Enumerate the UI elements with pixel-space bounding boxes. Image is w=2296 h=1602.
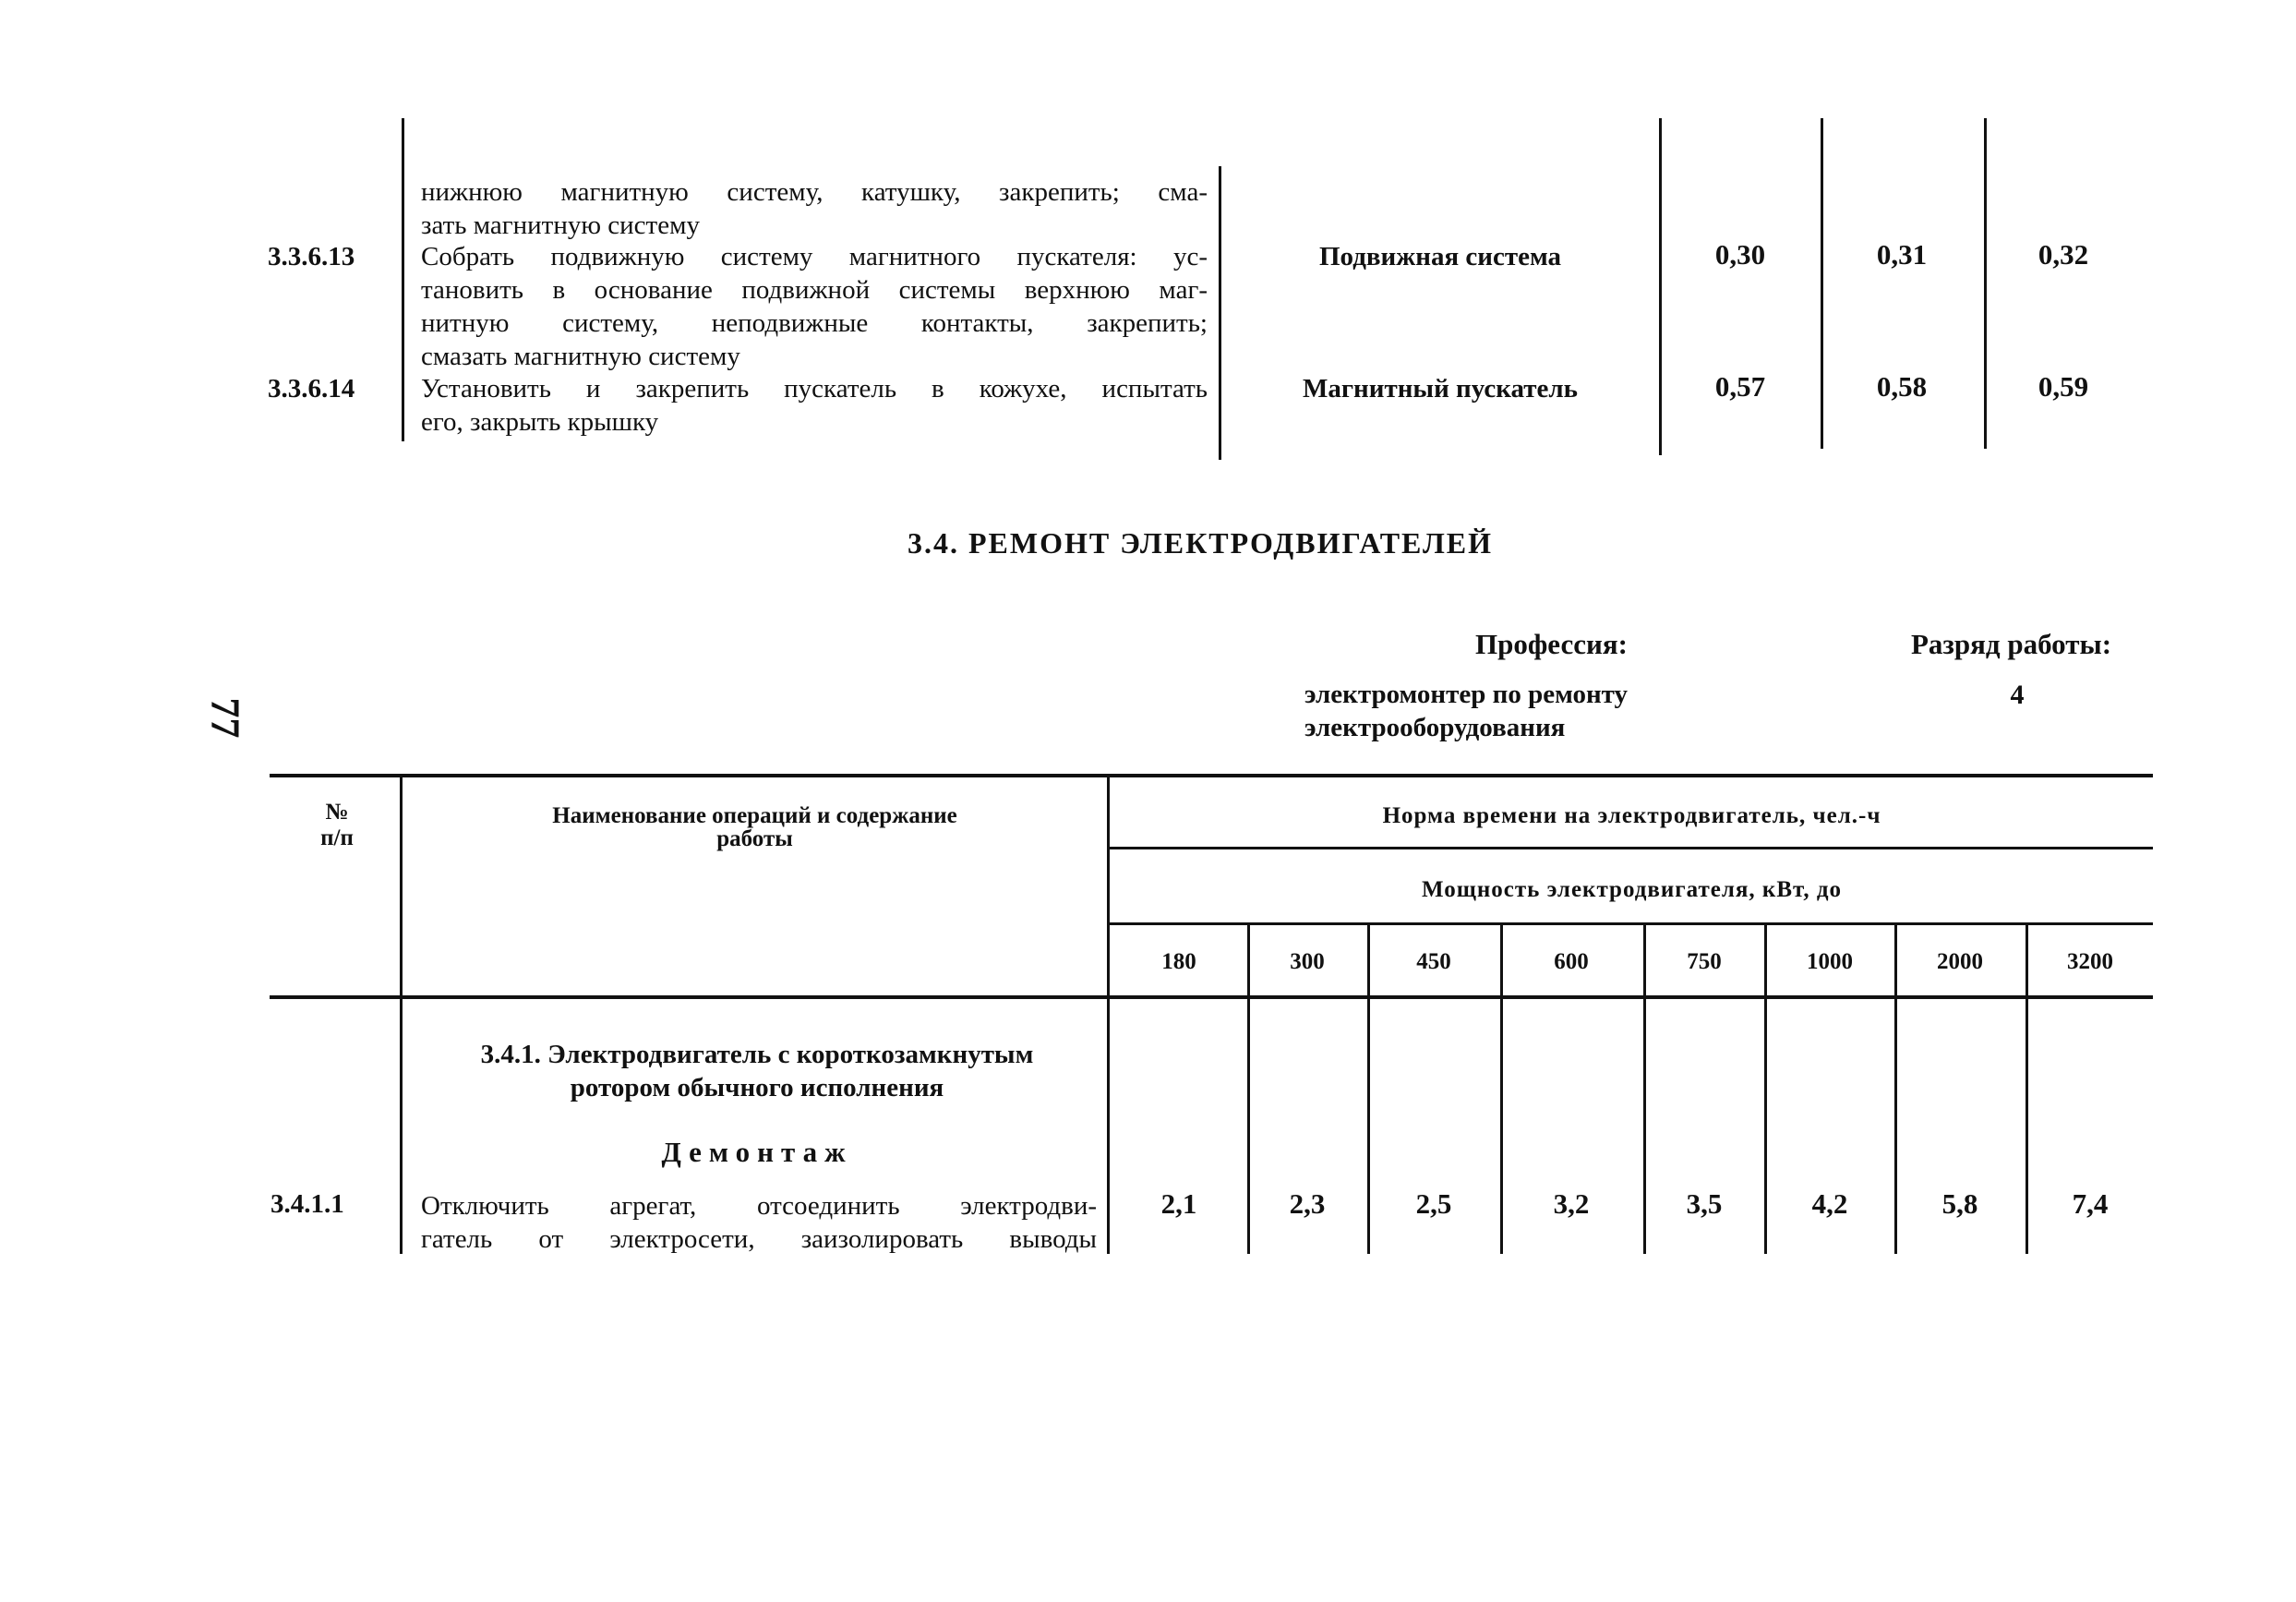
group-title: Демонтаж xyxy=(661,1136,853,1168)
power-col-header: 180 xyxy=(1161,949,1196,974)
row-text-line: Отключить агрегат, отсоединить электродви- xyxy=(421,1191,1097,1221)
subsection-title: 3.4.1. Электродвигатель с короткозамкнутым xyxy=(480,1040,1034,1069)
row-value: 2,1 xyxy=(1160,1187,1197,1220)
col-header-no: № xyxy=(325,800,349,825)
power-col-header: 3200 xyxy=(2067,949,2113,974)
section-title: 3.4. РЕМОНТ ЭЛЕКТРОДВИГАТЕЛЕЙ xyxy=(907,526,1494,560)
row-text-line: его, закрыть крышку xyxy=(421,407,659,437)
row-text-line: смазать магнитную систему xyxy=(421,342,740,371)
power-header-rule xyxy=(1108,922,2153,925)
top-divider-v2 xyxy=(1821,118,1823,449)
row-text-line: нитную систему, неподвижные контакты, закрепить; xyxy=(421,308,1208,338)
row-value: 3,5 xyxy=(1686,1187,1723,1220)
row-text-line: гатель от электросети, заизолировать выводы xyxy=(421,1224,1097,1254)
norm-header-rule xyxy=(1108,847,2153,849)
power-col-header: 600 xyxy=(1554,949,1589,974)
top-divider-v3 xyxy=(1984,118,1987,449)
profession-value: электрооборудования xyxy=(1304,713,1566,742)
row-value: 4,2 xyxy=(1811,1187,1848,1220)
page-number: 77 xyxy=(202,697,248,739)
row-value: 2,3 xyxy=(1289,1187,1326,1220)
rank-label: Разряд работы: xyxy=(1911,628,2112,660)
row-id: 3.3.6.13 xyxy=(268,242,355,271)
power-col-header: 1000 xyxy=(1807,949,1853,974)
power-header: Мощность электродвигателя, кВт, до xyxy=(1421,877,1843,902)
profession-label: Профессия: xyxy=(1475,628,1628,660)
row-value: 0,59 xyxy=(2038,370,2089,403)
top-divider-v1 xyxy=(1659,118,1662,455)
row-id: 3.4.1.1 xyxy=(270,1189,344,1219)
row-id: 3.3.6.14 xyxy=(268,374,355,404)
intro-line-2: зать магнитную систему xyxy=(421,211,700,240)
col-header-name: работы xyxy=(716,826,793,851)
header-bottom-rule xyxy=(270,995,2153,999)
norm-header: Норма времени на электродвигатель, чел.-ч xyxy=(1382,803,1881,828)
power-col-header: 300 xyxy=(1290,949,1325,974)
profession-value: электромонтер по ремонту xyxy=(1304,680,1629,709)
row-value: 0,32 xyxy=(2038,238,2089,271)
col-header-no: п/п xyxy=(320,825,354,850)
col-divider-no xyxy=(400,774,403,1254)
power-col-header: 2000 xyxy=(1937,949,1983,974)
intro-line-1: нижнюю магнитную систему, катушку, закрепить; сма- xyxy=(421,177,1208,207)
row-value: 5,8 xyxy=(1941,1187,1978,1220)
row-text-line: Установить и закрепить пускатель в кожухе, испытать xyxy=(421,374,1208,404)
col-divider-name xyxy=(1107,774,1110,1254)
row-value: 0,31 xyxy=(1876,238,1928,271)
row-value: 7,4 xyxy=(2072,1187,2109,1220)
rank-value: 4 xyxy=(2010,680,2025,710)
top-divider-left xyxy=(402,118,404,441)
row-object: Подвижная система xyxy=(1318,242,1562,271)
row-value: 0,58 xyxy=(1876,370,1928,403)
col-divider-power xyxy=(1500,923,1503,1254)
power-col-header: 750 xyxy=(1687,949,1722,974)
subsection-title: ротором обычного исполнения xyxy=(570,1073,944,1102)
row-value: 0,57 xyxy=(1714,370,1766,403)
row-value: 3,2 xyxy=(1553,1187,1590,1220)
row-value: 2,5 xyxy=(1415,1187,1452,1220)
top-divider-object xyxy=(1219,166,1221,460)
col-header-name: Наименование операций и содержание xyxy=(552,803,957,828)
power-col-header: 450 xyxy=(1416,949,1451,974)
row-text-line: тановить в основание подвижной системы верхнюю маг- xyxy=(421,275,1208,305)
table-top-rule xyxy=(270,774,2153,777)
row-value: 0,30 xyxy=(1714,238,1766,271)
row-object: Магнитный пускатель xyxy=(1303,374,1578,404)
row-text-line: Собрать подвижную систему магнитного пускателя: ус- xyxy=(421,242,1208,271)
